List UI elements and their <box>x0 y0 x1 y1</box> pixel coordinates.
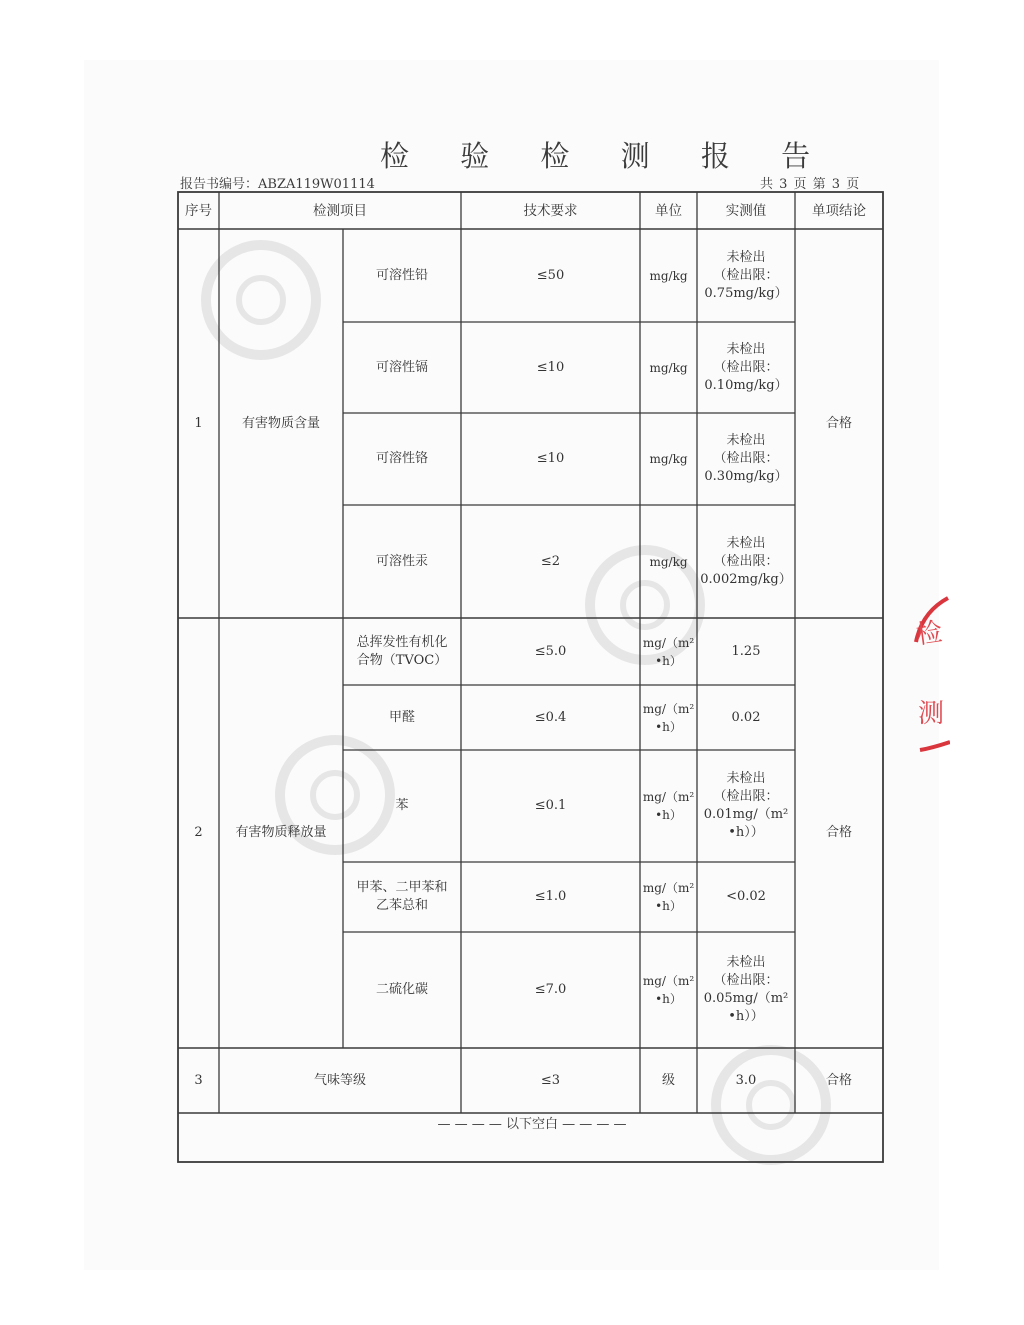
row-item-line: 可溶性铬 <box>375 451 428 466</box>
row-item-line: 甲苯、二甲苯和 <box>356 880 448 895</box>
row-measured-value-line: （检出限： <box>713 973 779 988</box>
row-requirement-line: ≤1.0 <box>534 889 567 904</box>
row-unit-line: mg/kg <box>649 452 688 466</box>
row-measured-value-line: •h）） <box>728 1009 764 1024</box>
row-measured-value-line: 0.10mg/kg） <box>704 377 788 393</box>
group-1-name: 有害物质含量 <box>241 415 320 431</box>
row-item-line: 可溶性镉 <box>375 359 428 375</box>
row-unit <box>640 862 697 932</box>
row-item <box>343 618 461 685</box>
header-index: 序号 <box>185 202 212 219</box>
row-measured-value-line: 0.30mg/kg） <box>704 469 788 484</box>
group-2-index: 2 <box>194 825 203 840</box>
row-item-line: 合物（TVOC） <box>356 652 448 668</box>
row-measured-value-line: （检出限： <box>713 451 779 466</box>
red-seal-stamp <box>908 592 950 752</box>
report-title: 检 验 检 测 报 告 <box>380 139 832 173</box>
group-1-index: 1 <box>194 415 203 431</box>
group-3-conclusion: 合格 <box>825 1072 852 1088</box>
row-measured-value <box>697 932 795 1048</box>
row-measured-value-line: 未检出 <box>726 771 766 786</box>
row-unit <box>640 322 697 413</box>
row-requirement-line: ≤7.0 <box>534 982 567 997</box>
header-measured-value: 实测值 <box>725 202 767 219</box>
row-unit <box>640 685 697 750</box>
row-requirement-line: ≤0.4 <box>534 709 567 725</box>
row-measured-value-line: 0.01mg/（m² <box>703 807 789 822</box>
row-item <box>343 413 461 505</box>
row-unit <box>640 618 697 685</box>
row-measured-value <box>697 685 795 750</box>
row-item-line: 苯 <box>395 798 409 813</box>
row-item <box>343 685 461 750</box>
report-number: 报告书编号：ABZA119W01114 <box>180 177 375 192</box>
row-requirement-line: ≤2 <box>540 553 561 569</box>
row-measured-value <box>697 229 795 322</box>
row-unit <box>640 932 697 1048</box>
row-requirement <box>461 862 640 932</box>
header-test-item: 检测项目 <box>313 202 367 219</box>
row-unit-line: •h） <box>655 653 682 668</box>
group-2-name: 有害物质释放量 <box>235 825 327 840</box>
row-requirement-line: ≤10 <box>536 451 565 466</box>
row-unit-line: mg/（m² <box>642 635 695 650</box>
row-measured-value-line: 0.002mg/kg） <box>700 571 792 587</box>
row-unit-line: •h） <box>655 992 682 1006</box>
row-measured-value-line: <0.02 <box>726 889 766 904</box>
row-measured-value-line: （检出限： <box>713 553 779 569</box>
row-unit-line: •h） <box>655 899 682 913</box>
row-item-line: 甲醛 <box>388 709 415 725</box>
row-measured-value-line: （检出限： <box>713 789 779 804</box>
group-3-unit: 级 <box>661 1072 675 1088</box>
row-requirement <box>461 618 640 685</box>
row-item-line: 二硫化碳 <box>375 982 428 997</box>
row-unit-line: mg/kg <box>649 268 688 283</box>
row-item-line: 可溶性汞 <box>375 553 428 569</box>
group-2-conclusion: 合格 <box>825 825 852 840</box>
header-unit: 单位 <box>655 202 682 219</box>
row-measured-value-line: （检出限： <box>713 359 779 375</box>
group-1-conclusion: 合格 <box>825 415 852 431</box>
row-item <box>343 322 461 413</box>
row-item <box>343 862 461 932</box>
row-measured-value-line: 未检出 <box>726 341 766 357</box>
header-requirement: 技术要求 <box>523 202 578 219</box>
row-unit-line: mg/（m² <box>642 790 695 804</box>
row-unit-line: •h） <box>655 808 682 822</box>
row-requirement <box>461 505 640 618</box>
row-unit-line: •h） <box>655 719 682 734</box>
row-requirement <box>461 413 640 505</box>
row-unit-line: mg/kg <box>649 360 688 375</box>
row-item-line: 乙苯总和 <box>375 898 428 913</box>
row-measured-value <box>697 862 795 932</box>
row-item <box>343 229 461 322</box>
row-unit <box>640 750 697 862</box>
group-3-name: 气味等级 <box>313 1072 366 1088</box>
row-measured-value-line: （检出限： <box>713 267 779 283</box>
row-requirement <box>461 229 640 322</box>
row-measured-value-line: 0.02 <box>731 709 761 725</box>
row-measured-value-line: 未检出 <box>726 249 766 265</box>
row-measured-value <box>697 322 795 413</box>
row-item-line: 总挥发性有机化 <box>356 634 448 650</box>
row-unit <box>640 229 697 322</box>
row-measured-value <box>697 505 795 618</box>
svg-text:测: 测 <box>918 699 945 729</box>
group-3-requirement: ≤3 <box>540 1072 561 1088</box>
row-unit <box>640 413 697 505</box>
row-measured-value <box>697 413 795 505</box>
row-item-line: 可溶性铅 <box>375 267 428 283</box>
row-measured-value-line: •h）） <box>728 825 764 840</box>
row-requirement <box>461 322 640 413</box>
header-conclusion: 单项结论 <box>812 202 866 219</box>
row-unit-line: mg/kg <box>649 554 688 569</box>
row-measured-value <box>697 750 795 862</box>
row-requirement-line: ≤50 <box>536 267 565 283</box>
svg-text:检: 检 <box>914 617 945 651</box>
row-measured-value-line: 0.05mg/（m² <box>703 991 789 1006</box>
page-count: 共 3 页 第 3 页 <box>760 177 861 192</box>
row-measured-value-line: 0.75mg/kg） <box>704 285 788 301</box>
row-requirement-line: ≤10 <box>536 359 565 375</box>
row-requirement-line: ≤0.1 <box>534 798 567 813</box>
row-measured-value-line: 未检出 <box>726 433 766 448</box>
row-item <box>343 750 461 862</box>
row-unit <box>640 505 697 618</box>
row-requirement <box>461 685 640 750</box>
blank-below-note: — — — — 以下空白 — — — — <box>437 1117 627 1132</box>
row-unit-line: mg/（m² <box>642 974 695 988</box>
row-requirement <box>461 932 640 1048</box>
row-item <box>343 505 461 618</box>
row-requirement-line: ≤5.0 <box>534 643 567 659</box>
row-measured-value-line: 未检出 <box>726 955 766 970</box>
group-3-value: 3.0 <box>735 1072 757 1088</box>
row-measured-value <box>697 618 795 685</box>
group-3-index: 3 <box>194 1072 203 1088</box>
row-requirement <box>461 750 640 862</box>
row-item <box>343 932 461 1048</box>
row-measured-value-line: 未检出 <box>726 535 766 551</box>
row-measured-value-line: 1.25 <box>731 643 761 659</box>
row-unit-line: mg/（m² <box>642 701 695 716</box>
row-unit-line: mg/（m² <box>642 881 695 895</box>
